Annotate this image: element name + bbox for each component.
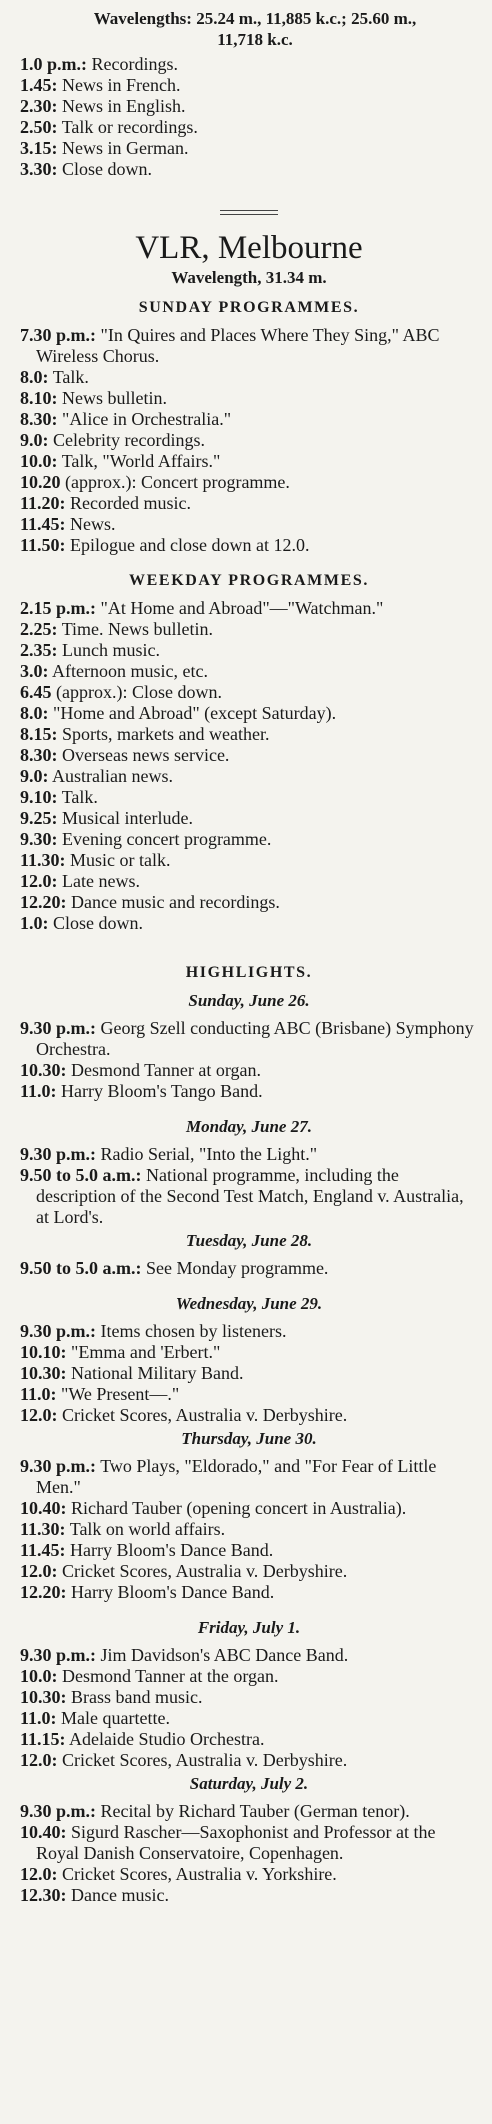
entry-time: 10.30: <box>20 1363 67 1383</box>
entry-text: Australian news. <box>52 766 173 786</box>
schedule-entry <box>20 1645 478 1666</box>
entry-text: Georg Szell conducting ABC (Brisbane) Symphony Orchestra. <box>36 1018 474 1059</box>
entry-time: 11.20: <box>20 493 66 513</box>
entry-time: 11.30: <box>20 1519 66 1539</box>
day-heading: Saturday, July 2. <box>189 1774 309 1793</box>
day-heading: Wednesday, June 29. <box>175 1294 323 1313</box>
schedule-entry <box>20 1519 478 1540</box>
entry-text: Dance music. <box>71 1885 169 1905</box>
entry-time: 2.15 p.m.: <box>20 598 96 618</box>
entry-time: 9.30 p.m.: <box>20 1645 96 1665</box>
entry-text: Sigurd Rascher—Saxophonist and Professor at the Royal Danish Conservatoire, Copenhagen. <box>36 1822 436 1863</box>
schedule-entry <box>20 640 478 661</box>
entry-time: 8.0: <box>20 367 49 387</box>
entry-time: 2.25: <box>20 619 58 639</box>
schedule-entry <box>20 1363 478 1384</box>
schedule-entry <box>20 96 478 117</box>
highlight-day <box>20 1773 478 1906</box>
day-heading: Tuesday, June 28. <box>185 1231 313 1250</box>
entry-time: 2.30: <box>20 96 58 116</box>
wavelength-line: Wavelengths: 25.24 m., 11,885 k.c.; 25.60 m., <box>93 9 417 28</box>
entry-time: 11.0: <box>20 1081 57 1101</box>
entry-text: Overseas news service. <box>62 745 230 765</box>
entry-time: 12.0: <box>20 1405 58 1425</box>
entry-text: Richard Tauber (opening concert in Australia). <box>71 1498 407 1518</box>
entry-text: Dance music and recordings. <box>71 892 280 912</box>
entry-time: 11.15: <box>20 1729 66 1749</box>
schedule-entry <box>20 724 478 745</box>
schedule-entry <box>20 1750 478 1771</box>
schedule-entry <box>20 514 478 535</box>
entry-text: "At Home and Abroad"—"Watchman." <box>100 598 384 618</box>
schedule-entry <box>20 117 478 138</box>
sunday-schedule <box>20 325 478 556</box>
schedule-entry <box>20 138 478 159</box>
entry-text: Musical interlude. <box>62 808 193 828</box>
schedule-entry <box>20 367 478 388</box>
highlight-day <box>20 1617 478 1771</box>
highlights-list <box>20 990 478 1906</box>
entry-text: "In Quires and Places Where They Sing," ABC Wireless Chorus. <box>36 325 440 366</box>
entry-time: 11.0: <box>20 1708 57 1728</box>
entry-text: Music or talk. <box>70 850 171 870</box>
entry-text: Recorded music. <box>70 493 191 513</box>
schedule-entry <box>20 661 478 682</box>
entry-time: 11.45: <box>20 514 66 534</box>
entry-time: 3.0: <box>20 661 49 681</box>
entry-text: "Home and Abroad" (except Saturday). <box>53 703 337 723</box>
day-heading: Thursday, June 30. <box>181 1429 317 1448</box>
entry-text: "Emma and 'Erbert." <box>71 1342 221 1362</box>
entry-time: 9.30 p.m.: <box>20 1456 96 1476</box>
schedule-entry <box>20 1540 478 1561</box>
schedule-entry <box>20 1384 478 1405</box>
entry-text: Time. News bulletin. <box>61 619 214 639</box>
schedule-entry <box>20 1822 478 1864</box>
entry-time: 9.30 p.m.: <box>20 1018 96 1038</box>
entry-text: Two Plays, "Eldorado," and "For Fear of Little Men." <box>36 1456 437 1497</box>
wavelength-line: 11,718 k.c. <box>217 30 293 49</box>
entry-text: Close down. <box>53 913 143 933</box>
highlight-day <box>20 1230 478 1279</box>
entry-text: Cricket Scores, Australia v. Derbyshire. <box>62 1405 348 1425</box>
entry-text: Lunch music. <box>62 640 160 660</box>
section-divider <box>220 210 278 215</box>
schedule-entry <box>20 1258 478 1279</box>
entry-text: News. <box>70 514 116 534</box>
entry-time: 10.30: <box>20 1060 67 1080</box>
schedule-entry <box>20 1729 478 1750</box>
entry-time: 8.10: <box>20 388 58 408</box>
entry-time: 11.45: <box>20 1540 66 1560</box>
schedule-entry <box>20 808 478 829</box>
day-heading: Sunday, June 26. <box>188 991 310 1010</box>
entry-text: Talk on world affairs. <box>69 1519 226 1539</box>
weekday-heading: WEEKDAY PROGRAMMES. <box>129 572 369 589</box>
highlight-day <box>20 1428 478 1603</box>
station-wavelength: Wavelength, 31.34 m. <box>171 268 327 287</box>
entry-time: 8.30: <box>20 745 58 765</box>
entry-time: 8.0: <box>20 703 49 723</box>
schedule-entry <box>20 850 478 871</box>
schedule-entry <box>20 388 478 409</box>
entry-text: Evening concert programme. <box>62 829 272 849</box>
entry-time: 10.0: <box>20 1666 58 1686</box>
station-title: VLR, Melbourne <box>135 230 363 266</box>
entry-text: Harry Bloom's Dance Band. <box>70 1540 274 1560</box>
entry-text: (approx.): Close down. <box>56 682 222 702</box>
sunday-heading: SUNDAY PROGRAMMES. <box>138 299 360 316</box>
entry-text: Recordings. <box>91 54 178 74</box>
schedule-entry <box>20 75 478 96</box>
schedule-entry <box>20 1405 478 1426</box>
schedule-entry <box>20 1801 478 1822</box>
day-heading: Friday, July 1. <box>197 1618 301 1637</box>
entry-text: Harry Bloom's Tango Band. <box>61 1081 263 1101</box>
entry-time: 1.45: <box>20 75 58 95</box>
entry-time: 3.15: <box>20 138 58 158</box>
entry-text: Radio Serial, "Into the Light." <box>100 1144 318 1164</box>
entry-text: Afternoon music, etc. <box>52 661 208 681</box>
entry-time: 10.0: <box>20 451 58 471</box>
schedule-entry <box>20 472 478 493</box>
schedule-entry <box>20 703 478 724</box>
entry-text: Adelaide Studio Orchestra. <box>69 1729 265 1749</box>
entry-text: Items chosen by listeners. <box>100 1321 287 1341</box>
entry-time: 12.30: <box>20 1885 67 1905</box>
schedule-entry <box>20 913 478 934</box>
entry-time: 9.10: <box>20 787 58 807</box>
schedule-entry <box>20 1708 478 1729</box>
entry-time: 12.0: <box>20 1561 58 1581</box>
entry-time: 12.20: <box>20 892 67 912</box>
entry-time: 8.15: <box>20 724 58 744</box>
schedule-entry <box>20 1342 478 1363</box>
highlight-day <box>20 1116 478 1228</box>
entry-text: Talk. <box>61 787 98 807</box>
entry-text: Desmond Tanner at the organ. <box>62 1666 279 1686</box>
schedule-entry <box>20 787 478 808</box>
schedule-entry <box>20 766 478 787</box>
schedule-entry <box>20 1498 478 1519</box>
schedule-entry <box>20 1561 478 1582</box>
entry-text: Close down. <box>62 159 152 179</box>
schedule-entry <box>20 1687 478 1708</box>
day-heading: Monday, June 27. <box>186 1117 312 1136</box>
entry-time: 10.40: <box>20 1498 67 1518</box>
entry-time: 9.30: <box>20 829 58 849</box>
entry-time: 9.30 p.m.: <box>20 1144 96 1164</box>
top-schedule <box>20 54 478 180</box>
entry-text: Harry Bloom's Dance Band. <box>71 1582 275 1602</box>
entry-time: 1.0 p.m.: <box>20 54 87 74</box>
entry-text: See Monday programme. <box>145 1258 329 1278</box>
entry-time: 1.0: <box>20 913 49 933</box>
schedule-entry <box>20 871 478 892</box>
entry-text: Cricket Scores, Australia v. Yorkshire. <box>62 1864 337 1884</box>
weekday-schedule <box>20 598 478 934</box>
entry-time: 11.30: <box>20 850 66 870</box>
wavelength-header <box>32 8 478 50</box>
entry-time: 9.50 to 5.0 a.m.: <box>20 1258 142 1278</box>
entry-text: Jim Davidson's ABC Dance Band. <box>100 1645 349 1665</box>
entry-text: Male quartette. <box>61 1708 170 1728</box>
schedule-entry <box>20 1081 478 1102</box>
entry-text: "We Present—." <box>61 1384 180 1404</box>
schedule-entry <box>20 745 478 766</box>
entry-time: 2.35: <box>20 640 58 660</box>
entry-time: 10.40: <box>20 1822 67 1842</box>
entry-text: Talk, "World Affairs." <box>61 451 221 471</box>
schedule-entry <box>20 1885 478 1906</box>
entry-time: 12.20: <box>20 1582 67 1602</box>
schedule-entry <box>20 1582 478 1603</box>
entry-text: National programme, including the description of the Second Test Match, England v. Australia, at Lord's. <box>36 1165 464 1227</box>
entry-time: 11.50: <box>20 535 66 555</box>
entry-text: Talk or recordings. <box>61 117 198 137</box>
schedule-entry <box>20 1060 478 1081</box>
highlight-day <box>20 990 478 1102</box>
entry-time: 10.20 <box>20 472 61 492</box>
entry-time: 6.45 <box>20 682 52 702</box>
entry-time: 12.0: <box>20 1864 58 1884</box>
entry-time: 2.50: <box>20 117 58 137</box>
schedule-entry <box>20 1864 478 1885</box>
highlight-day <box>20 1293 478 1426</box>
schedule-entry <box>20 1018 478 1060</box>
schedule-entry <box>20 159 478 180</box>
entry-time: 9.0: <box>20 766 49 786</box>
entry-time: 9.0: <box>20 430 49 450</box>
schedule-entry <box>20 535 478 556</box>
schedule-entry <box>20 1165 478 1228</box>
schedule-entry <box>20 409 478 430</box>
entry-text: Epilogue and close down at 12.0. <box>70 535 310 555</box>
entry-time: 10.30: <box>20 1687 67 1707</box>
entry-text: "Alice in Orchestralia." <box>62 409 232 429</box>
entry-text: Cricket Scores, Australia v. Derbyshire. <box>62 1561 348 1581</box>
schedule-entry <box>20 493 478 514</box>
entry-text: Brass band music. <box>71 1687 203 1707</box>
entry-text: Celebrity recordings. <box>53 430 205 450</box>
entry-text: Talk. <box>52 367 89 387</box>
entry-text: Cricket Scores, Australia v. Derbyshire. <box>62 1750 348 1770</box>
schedule-entry <box>20 1321 478 1342</box>
schedule-entry <box>20 1456 478 1498</box>
entry-time: 7.30 p.m.: <box>20 325 96 345</box>
entry-time: 8.30: <box>20 409 58 429</box>
schedule-entry <box>20 598 478 619</box>
entry-text: (approx.): Concert programme. <box>65 472 290 492</box>
entry-text: News in English. <box>62 96 186 116</box>
entry-time: 9.25: <box>20 808 58 828</box>
entry-time: 10.10: <box>20 1342 67 1362</box>
schedule-entry <box>20 54 478 75</box>
entry-text: National Military Band. <box>71 1363 244 1383</box>
entry-time: 9.50 to 5.0 a.m.: <box>20 1165 142 1185</box>
entry-text: News bulletin. <box>62 388 167 408</box>
schedule-entry <box>20 325 478 367</box>
schedule-entry <box>20 682 478 703</box>
entry-text: Late news. <box>62 871 140 891</box>
schedule-entry <box>20 892 478 913</box>
schedule-entry <box>20 451 478 472</box>
entry-time: 9.30 p.m.: <box>20 1321 96 1341</box>
schedule-entry <box>20 1666 478 1687</box>
entry-text: News in French. <box>62 75 181 95</box>
entry-text: Desmond Tanner at organ. <box>71 1060 262 1080</box>
entry-time: 3.30: <box>20 159 58 179</box>
schedule-entry <box>20 619 478 640</box>
entry-time: 12.0: <box>20 871 58 891</box>
schedule-entry <box>20 829 478 850</box>
schedule-entry <box>20 430 478 451</box>
entry-time: 12.0: <box>20 1750 58 1770</box>
highlights-heading: HIGHLIGHTS. <box>185 964 313 981</box>
entry-text: News in German. <box>62 138 189 158</box>
entry-text: Sports, markets and weather. <box>62 724 270 744</box>
entry-time: 9.30 p.m.: <box>20 1801 96 1821</box>
schedule-entry <box>20 1144 478 1165</box>
entry-time: 11.0: <box>20 1384 57 1404</box>
entry-text: Recital by Richard Tauber (German tenor). <box>100 1801 410 1821</box>
